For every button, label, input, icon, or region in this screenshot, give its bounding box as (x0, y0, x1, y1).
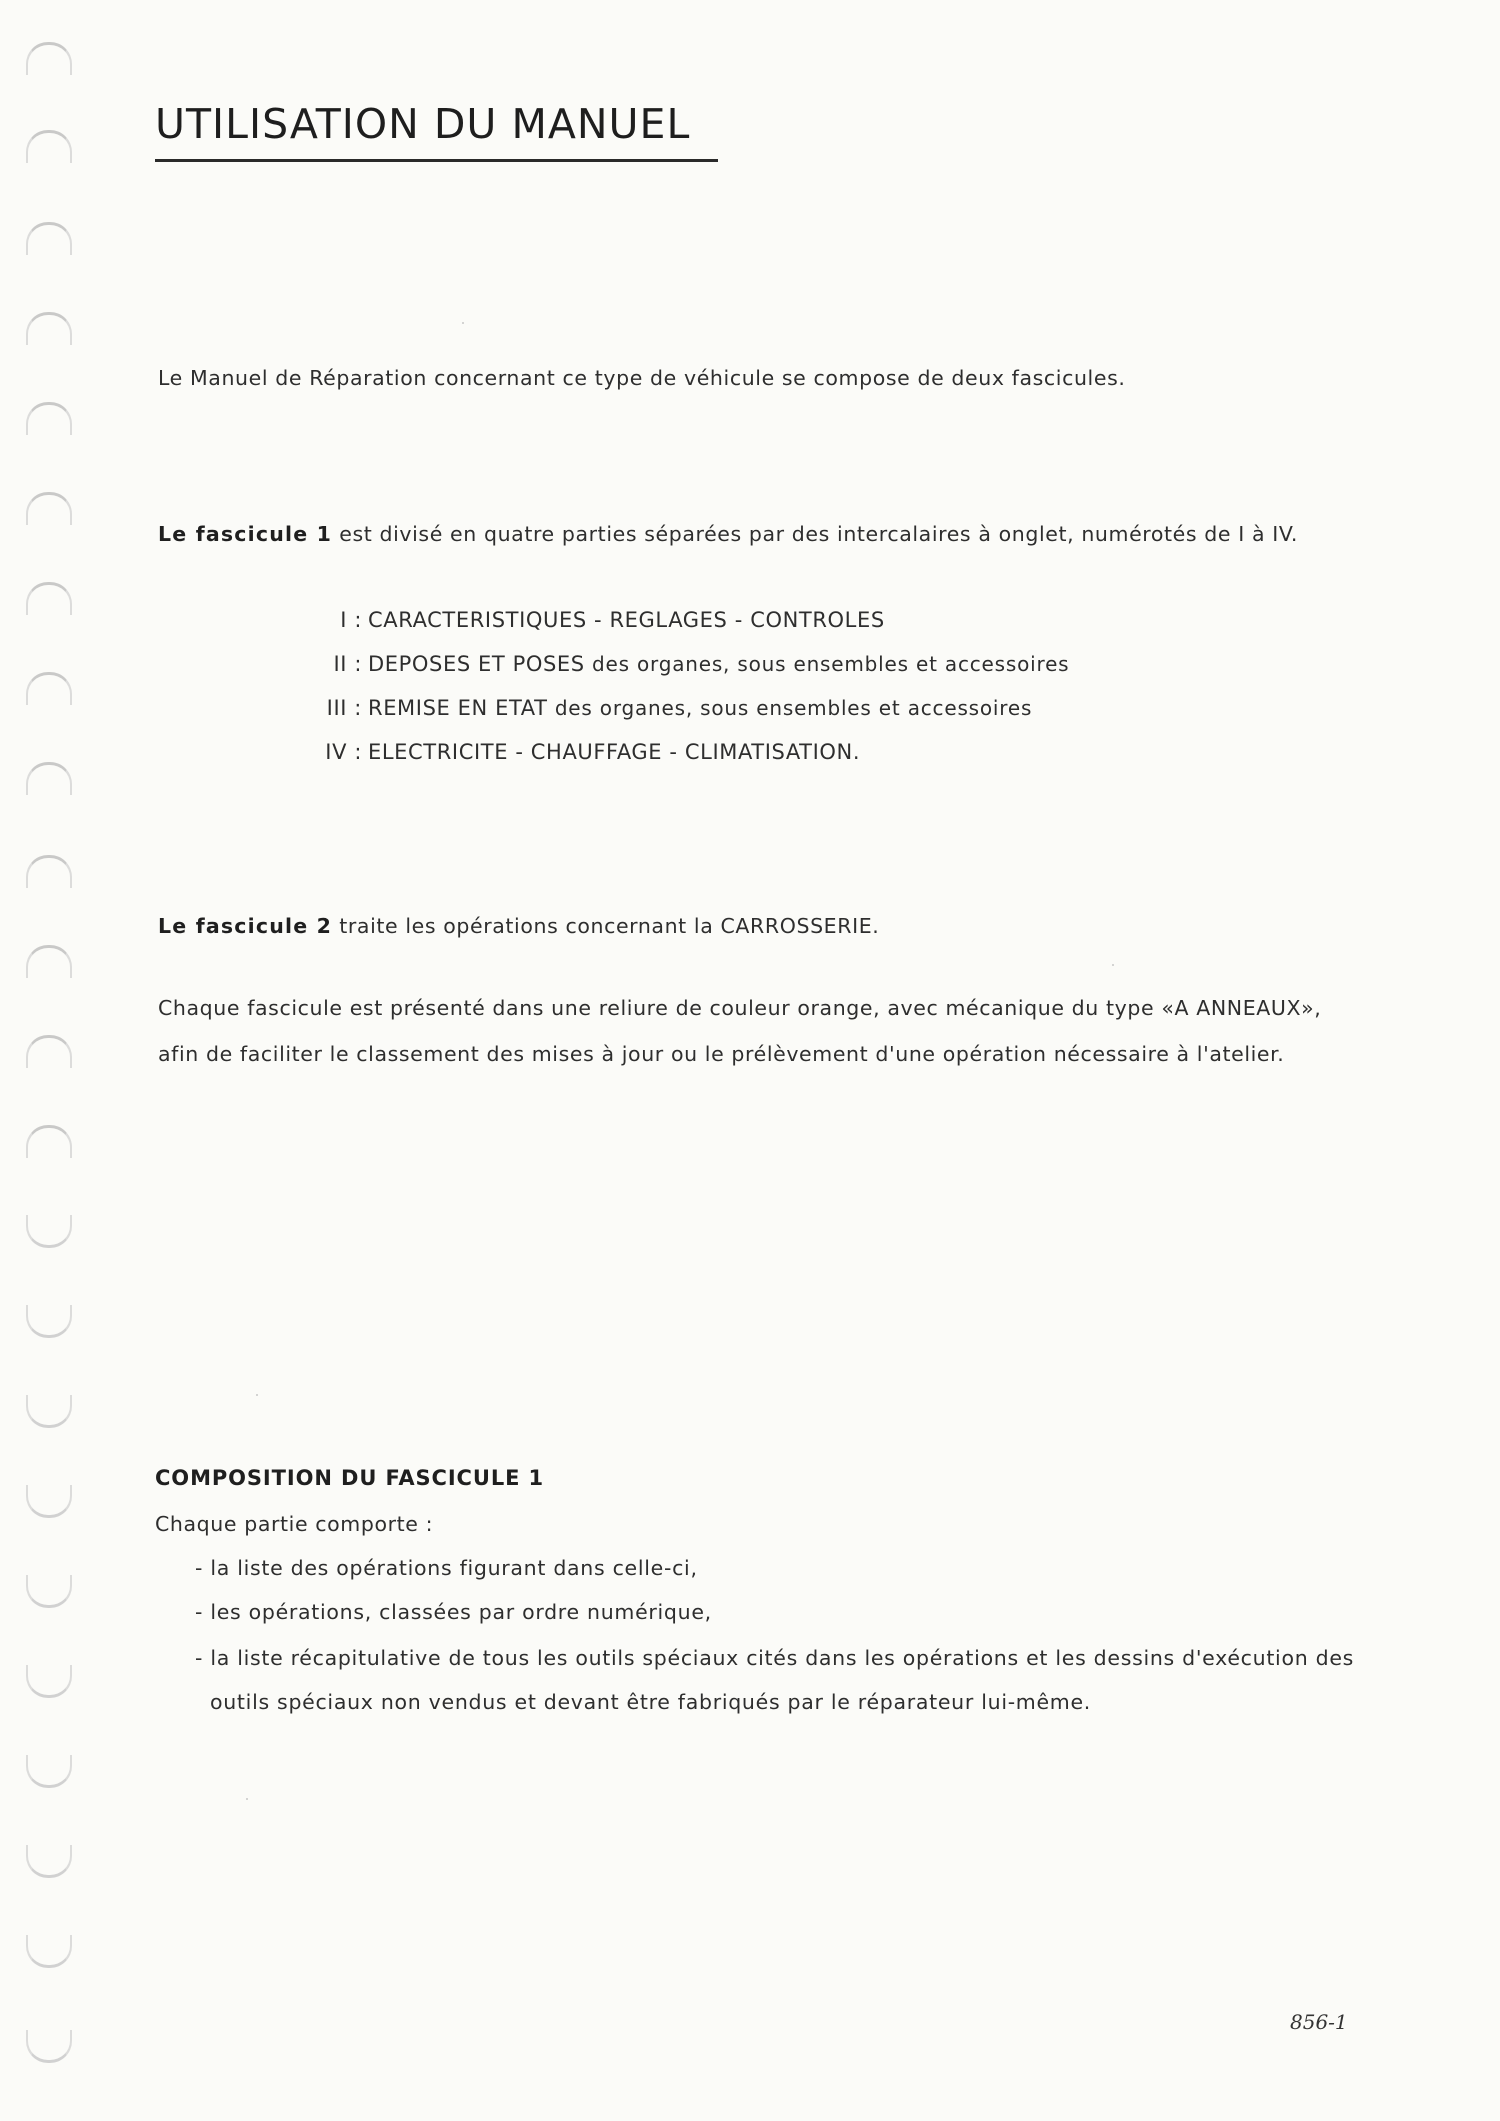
part-number: IV : (325, 740, 362, 764)
composition-heading: COMPOSITION DU FASCICULE 1 (155, 1466, 545, 1490)
part-label: REMISE EN ETAT (368, 696, 548, 720)
punch-hole (26, 1755, 72, 1788)
binding-line-1: Chaque fascicule est présenté dans une reliure de couleur orange, avec mécanique du type «A ANNEAUX», (158, 996, 1322, 1020)
part-item (322, 652, 1069, 676)
binding-line-2: afin de faciliter le classement des mises à jour ou le prélèvement d'une opération nécessaire à l'atelier. (158, 1042, 1285, 1066)
punch-hole (26, 945, 72, 978)
punch-hole (26, 1215, 72, 1248)
punch-hole (26, 762, 72, 795)
punch-hole (26, 42, 72, 75)
part-description: des organes, sous ensembles et accessoires (554, 696, 1033, 720)
punch-hole (26, 1935, 72, 1968)
part-number: I : (340, 608, 362, 632)
punch-hole (26, 672, 72, 705)
intro-paragraph: Le Manuel de Réparation concernant ce type de véhicule se compose de deux fascicules. (158, 366, 1126, 390)
part-label: DEPOSES ET POSES (368, 652, 585, 676)
part-item (322, 696, 1032, 720)
fascicule2-text: traite les opérations concernant la CARROSSERIE. (339, 914, 880, 938)
scan-speck (256, 1394, 258, 1396)
punch-hole (26, 1665, 72, 1698)
punch-hole (26, 312, 72, 345)
part-item (322, 608, 885, 632)
scan-speck (1112, 964, 1114, 966)
part-number: II : (333, 652, 362, 676)
composition-item: - les opérations, classées par ordre numérique, (195, 1600, 712, 1624)
punch-hole (26, 1035, 72, 1068)
part-label: CARACTERISTIQUES - REGLAGES - CONTROLES (368, 608, 885, 632)
fascicule1-text: est divisé en quatre parties séparées par des intercalaires à onglet, numérotés de I à IV. (339, 522, 1298, 546)
binder-holes (26, 0, 76, 2121)
punch-hole (26, 855, 72, 888)
punch-hole (26, 582, 72, 615)
page-number: 856-1 (1290, 2010, 1348, 2034)
punch-hole (26, 1305, 72, 1338)
composition-item: - la liste récapitulative de tous les outils spéciaux cités dans les opérations et les dessins d'exécution des (195, 1646, 1355, 1670)
page-title: UTILISATION DU MANUEL (155, 100, 691, 148)
punch-hole (26, 402, 72, 435)
fascicule1-paragraph (158, 522, 1298, 546)
punch-hole (26, 130, 72, 163)
punch-hole (26, 1125, 72, 1158)
fascicule2-paragraph (158, 914, 879, 938)
fascicule1-label: Le fascicule 1 (158, 522, 333, 546)
part-description: des organes, sous ensembles et accessoires (592, 652, 1070, 676)
fascicule2-label: Le fascicule 2 (158, 914, 333, 938)
composition-item-continuation: outils spéciaux non vendus et devant être fabriqués par le réparateur lui-même. (210, 1690, 1091, 1714)
composition-item: - la liste des opérations figurant dans celle-ci, (195, 1556, 698, 1580)
part-item (322, 740, 860, 764)
scan-speck (462, 322, 464, 324)
part-label: ELECTRICITE - CHAUFFAGE - CLIMATISATION. (368, 740, 861, 764)
part-number: III : (326, 696, 362, 720)
punch-hole (26, 1395, 72, 1428)
punch-hole (26, 1575, 72, 1608)
punch-hole (26, 2030, 72, 2063)
composition-intro: Chaque partie comporte : (155, 1512, 434, 1536)
title-underline (155, 159, 718, 162)
punch-hole (26, 1485, 72, 1518)
scan-speck (246, 1798, 248, 1800)
punch-hole (26, 1845, 72, 1878)
punch-hole (26, 222, 72, 255)
punch-hole (26, 492, 72, 525)
